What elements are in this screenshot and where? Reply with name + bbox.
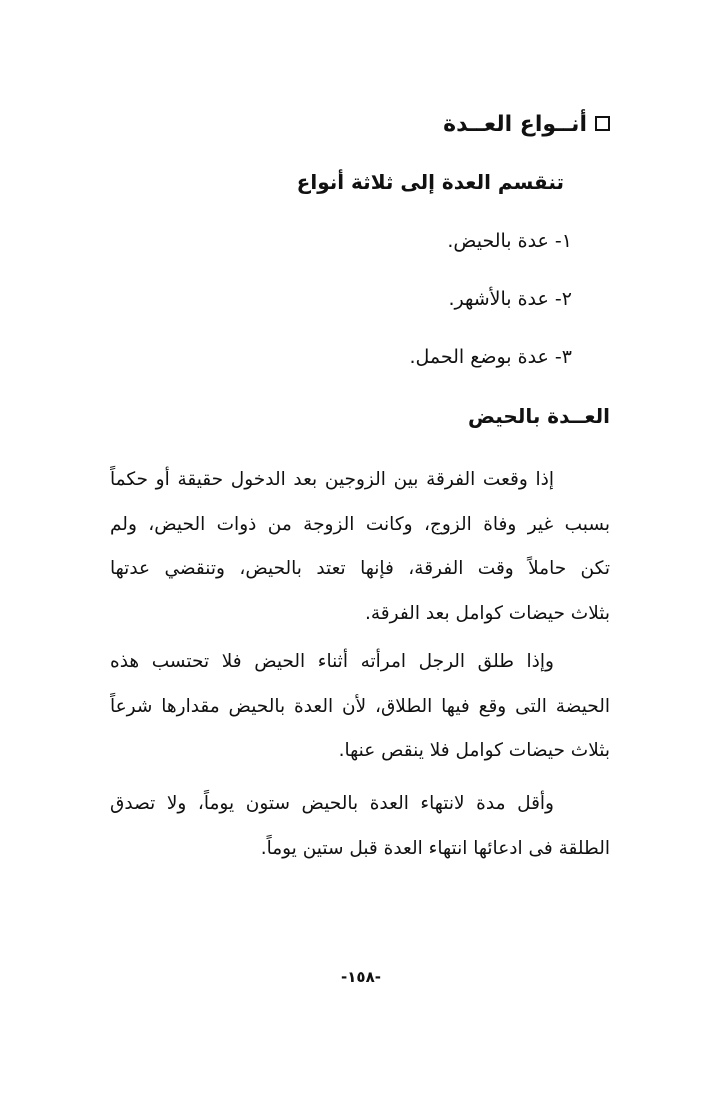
paragraph-2	[110, 640, 610, 774]
page-number: -١٥٨-	[341, 968, 381, 986]
paragraph-2-line-1: وإذا طلق الرجل امرأته أثناء الحيض فلا تحتسب هذه	[110, 651, 554, 672]
paragraph-3-line-1: وأقل مدة لانتهاء العدة بالحيض ستون يوماً، ولا تصدق	[110, 793, 554, 814]
paragraph-1-line-4: بثلاث حيضات كوامل بعد الفرقة.	[364, 602, 610, 624]
paragraph-3-line-2: الطلقة فى ادعائها انتهاء العدة قبل ستين يوماً.	[260, 837, 610, 859]
paragraph-3	[110, 782, 610, 871]
section-title: أنــواع العــدة	[443, 112, 587, 137]
subsection-heading: العــدة بالحيض	[467, 404, 610, 428]
intro-line: تنقسم العدة إلى ثلاثة أنواع	[296, 170, 564, 194]
paragraph-1-line-1: إذا وقعت الفرقة بين الزوجين بعد الدخول حقيقة أو حكماً	[110, 469, 554, 490]
list-item-1: ١- عدة بالحيض.	[447, 230, 572, 252]
paragraph-1	[110, 458, 610, 636]
paragraph-1-line-3: تكن حاملاً وقت الفرقة، فإنها تعتد بالحيض، وتنقضي عدتها	[110, 558, 610, 579]
list-item-2: ٢- عدة بالأشهر.	[448, 288, 572, 310]
paragraph-1-line-2: بسبب غير وفاة الزوج، وكانت الزوجة من ذوات الحيض، ولم	[110, 513, 610, 535]
paragraph-2-line-3: بثلاث حيضات كوامل فلا ينقص عنها.	[338, 740, 610, 761]
paragraph-2-line-2: الحيضة التى وقع فيها الطلاق، لأن العدة بالحيض مقدارها شرعاً	[110, 695, 610, 717]
section-heading	[443, 112, 610, 137]
list-item-3: ٣- عدة بوضع الحمل.	[409, 346, 572, 368]
square-bullet-icon	[595, 116, 610, 131]
